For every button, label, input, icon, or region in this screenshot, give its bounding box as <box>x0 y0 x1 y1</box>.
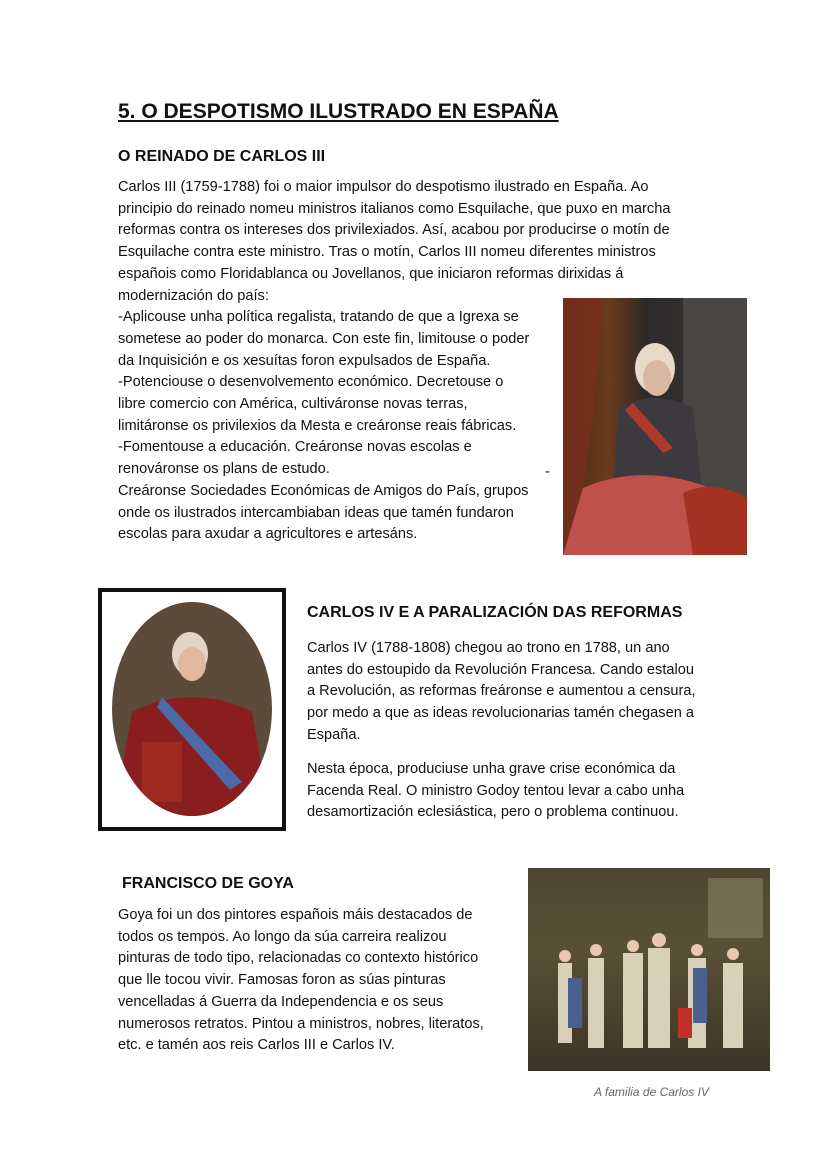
text-line: etc. e tamén aos reis Carlos III e Carlos IV. <box>118 1037 395 1054</box>
text-line: vencelladas á Guerra da Independencia e os seus <box>118 993 444 1010</box>
section-text-goya <box>118 905 484 1057</box>
text-line: Esquilache contra este ministro. Tras o motín, Carlos III nomeu diferentes ministros <box>118 244 656 261</box>
text-line: desamortización eclesiástica, pero o problema continuou. <box>307 804 679 821</box>
text-line: por medo a que as ideas revolucionarias tamén chegasen a <box>307 705 694 722</box>
text-line: pinturas de todo tipo, relacionadas co contexto histórico <box>118 950 479 967</box>
text-line: escolas para axudar a agricultores e artesáns. <box>118 526 418 543</box>
text-line: antes do estoupido da Revolución Francesa. Cando estalou <box>307 661 694 678</box>
text-line: libre comercio con América, cultiváronse novas terras, <box>118 396 468 413</box>
text-line: numerosos retratos. Pintou a ministros, nobres, literatos, <box>118 1015 484 1032</box>
text-line: a Revolución, as reformas freáronse e aumentou a censura, <box>307 683 696 700</box>
portrait-frame-carlos-iv <box>98 588 286 831</box>
section-heading-goya: FRANCISCO DE GOYA <box>122 875 294 892</box>
text-line: modernización do país: <box>118 287 269 304</box>
text-line: Carlos IV (1788-1808) chegou ao trono en 1788, un ano <box>307 640 670 656</box>
portrait-carlos-iv <box>102 592 282 827</box>
text-line: renováronse os plans de estudo. <box>118 461 330 478</box>
text-line: reformas contra os intereses dos privilexiados. Así, acabou por producirse o motín de <box>118 222 670 239</box>
text-line: -Potenciouse o desenvolvemento económico. Decretouse o <box>118 374 504 391</box>
section-text-carlos-iv-p2 <box>307 759 684 824</box>
text-line: que lle tocou vivir. Famosas foron as súas pinturas <box>118 972 446 989</box>
text-line: limitáronse os privilexios da Mesta e creáronse reais fábricas. <box>118 417 517 434</box>
text-line: onde os ilustrados intercambiaban ideas que tamén fundaron <box>118 504 514 521</box>
text-line: españois como Floridablanca ou Jovellanos, que iniciaron reformas dirixidas á <box>118 265 624 282</box>
text-line: principio do reinado nomeu ministros italianos como Esquilache, que puxo en marcha <box>118 200 671 217</box>
text-line: Carlos III (1759-1788) foi o maior impulsor do despotismo ilustrado en España. Ao <box>118 179 649 195</box>
text-line: sometese ao poder do monarca. Con este fin, limitouse o poder <box>118 330 530 347</box>
text-line: España. <box>307 726 361 743</box>
text-line: Nesta época, produciuse unha grave crise económica da <box>307 761 676 777</box>
painting-familia-carlos-iv <box>528 868 770 1071</box>
text-line: Facenda Real. O ministro Godoy tentou levar a cabo unha <box>307 782 685 799</box>
section-text-carlos-iv-p1 <box>307 638 696 747</box>
text-line: todos os tempos. Ao longo da súa carreira realizou <box>118 928 447 945</box>
text-line: Goya foi un dos pintores españois máis destacados de <box>118 907 473 923</box>
page-title: 5. O DESPOTISMO ILUSTRADO EN ESPAÑA <box>118 100 559 123</box>
text-line: da Inquisición e os xesuítas foron expulsados de España. <box>118 352 491 369</box>
section-heading-carlos-iv: CARLOS IV E A PARALIZACIÓN DAS REFORMAS <box>307 604 683 621</box>
image-caption: A familia de Carlos IV <box>594 1085 709 1099</box>
text-line: -Fomentouse a educación. Creáronse novas escolas e <box>118 439 472 456</box>
text-line: -Aplicouse unha política regalista, tratando de que a Igrexa se <box>118 309 519 326</box>
section-heading-carlos-iii: O REINADO DE CARLOS III <box>118 148 326 165</box>
stray-dash: - <box>545 464 550 480</box>
portrait-carlos-iii <box>563 298 747 555</box>
text-line: Creáronse Sociedades Económicas de Amigos do País, grupos <box>118 482 529 499</box>
